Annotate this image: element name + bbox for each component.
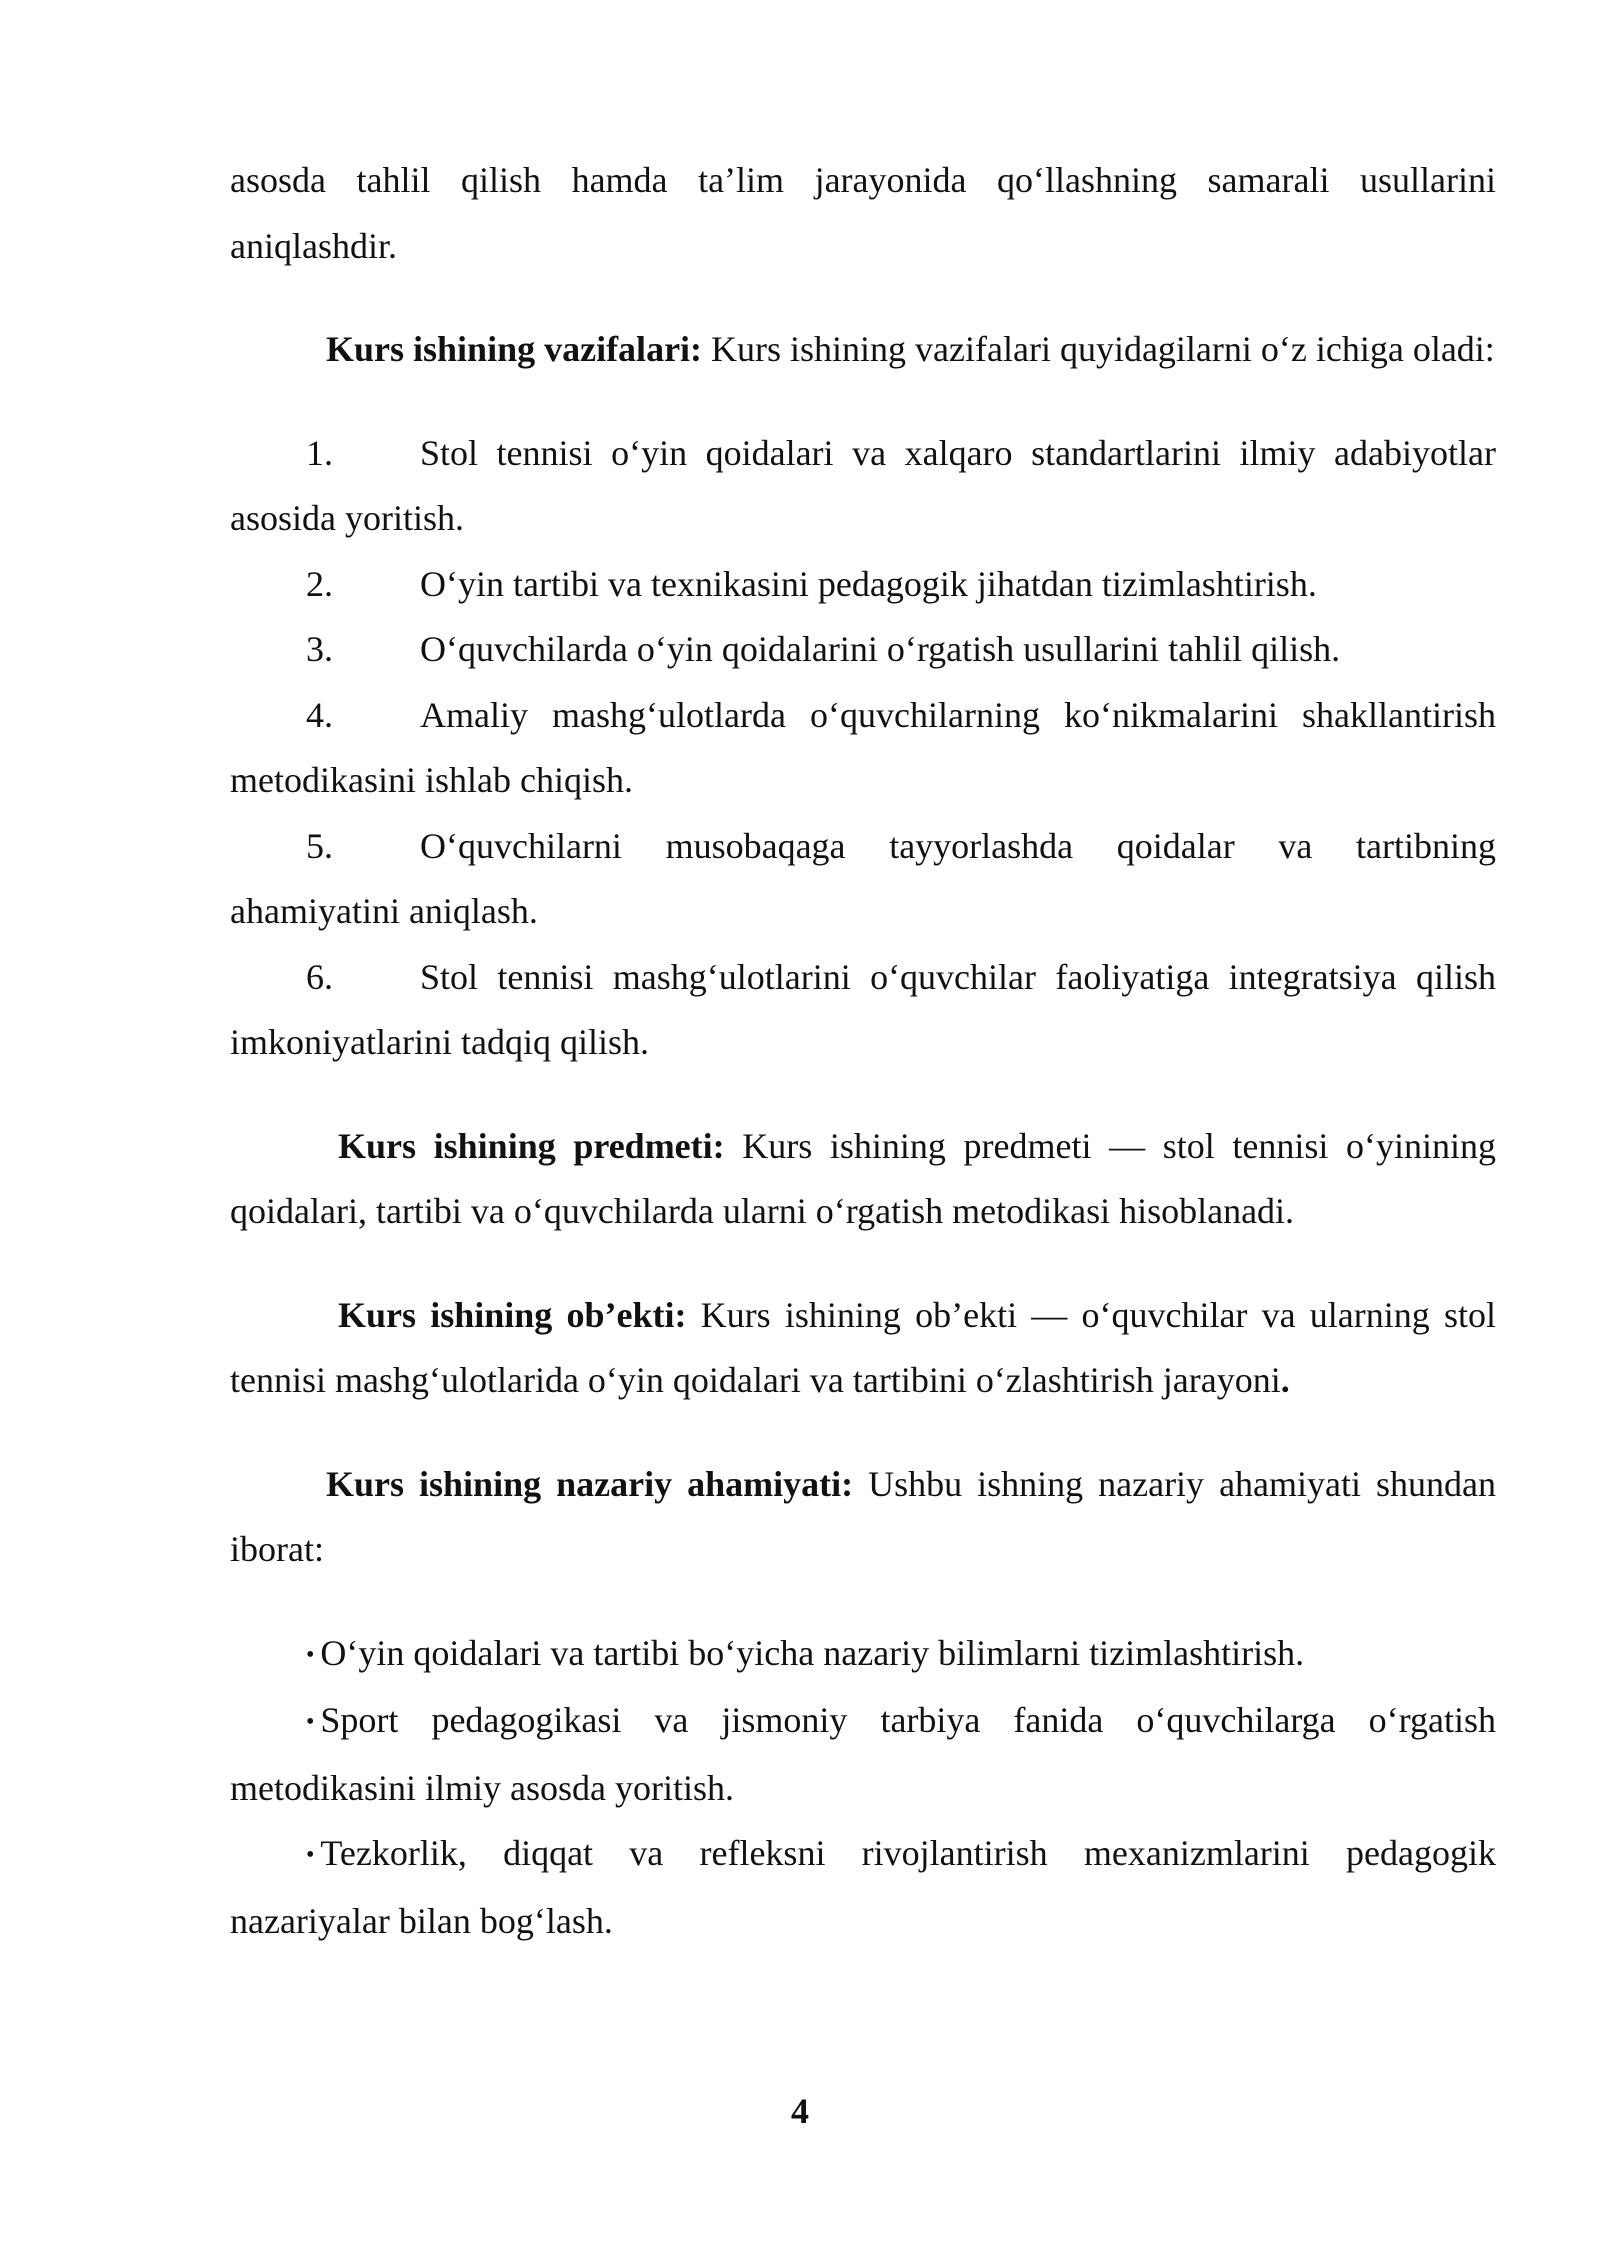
bullet-icon: • [306, 1641, 315, 1668]
task-number: 5. [306, 825, 333, 866]
bullet-text: Tezkorlik, diqqat va refleksni rivojlantirish mexanizmlarini pedagogik nazariyalar bilan bog‘lash. [230, 1833, 1496, 1941]
spacer [230, 279, 1496, 317]
theoretical-paragraph [230, 1452, 1496, 1583]
tasks-paragraph [230, 317, 1496, 383]
spacer [230, 1414, 1496, 1452]
intro-paragraph: asosda tahlil qilish hamda ta’lim jarayonida qo‘llashning samarali usullarini aniqlashdir. [230, 160, 1496, 266]
tasks-heading: Kurs ishining vazifalari: [326, 329, 703, 369]
spacer [230, 383, 1496, 421]
bullet-icon: • [306, 1709, 315, 1735]
theoretical-text: Ushbu ishning nazariy ahamiyati shundan iborat: [230, 1463, 1497, 1569]
document-page [230, 148, 1496, 1954]
task-list-item [230, 945, 1496, 1076]
tasks-text: Kurs ishining vazifalari quyidagilarni o‘z ichiga oladi: [702, 329, 1495, 369]
bullet-text: O‘yin qoidalari va tartibi bo‘yicha nazariy bilimlarni tizimlashtirish. [320, 1632, 1305, 1673]
subject-paragraph [230, 1114, 1496, 1245]
task-list-item [230, 617, 1496, 683]
subject-text: Kurs ishining predmeti — stol tennisi o‘yinining qoidalari, tartibi va o‘quvchilarda ularni o‘rgatish metodikasi hisoblanadi. [230, 1125, 1496, 1231]
object-paragraph [230, 1283, 1496, 1414]
bullet-text: Sport pedagogikasi va jismoniy tarbiya fanida o‘quvchilarga o‘rgatish metodikasini ilmiy asosda yoritish. [230, 1700, 1496, 1808]
task-number: 2. [306, 563, 333, 604]
subject-heading: Kurs ishining predmeti: [338, 1125, 725, 1166]
task-number: 4. [306, 694, 333, 735]
task-text: O‘yin tartibi va texnikasini pedagogik jihatdan tizimlashtirish. [420, 563, 1317, 604]
spacer [230, 1245, 1496, 1283]
task-text: O‘quvchilarda o‘yin qoidalarini o‘rgatish usullarini tahlil qilish. [420, 629, 1341, 669]
spacer [230, 1076, 1496, 1114]
bullet-list-item [230, 1821, 1496, 1954]
bullet-icon: • [306, 1842, 315, 1868]
object-text: Kurs ishining ob’ekti — o‘quvchilar va ularning stol tennisi mashg‘ulotlarida o‘yin qoidalari va tartibini o‘zlashtirish jarayoni [230, 1294, 1496, 1400]
bullet-list [230, 1621, 1496, 1955]
task-text: Stol tennisi mashg‘ulotlarini o‘quvchilar faoliyatiga integratsiya qilish imkoniyatlarini tadqiq qilish. [230, 956, 1496, 1062]
theoretical-heading: Kurs ishining nazariy ahamiyati: [326, 1463, 854, 1504]
task-list-item [230, 814, 1496, 945]
task-number: 6. [306, 956, 333, 997]
task-text: O‘quvchilarni musobaqaga tayyorlashda qoidalar va tartibning ahamiyatini aniqlash. [230, 825, 1496, 931]
task-list-item [230, 421, 1496, 552]
task-text: Stol tennisi o‘yin qoidalari va xalqaro standartlarini ilmiy adabiyotlar asosida yoritish. [230, 432, 1496, 538]
spacer [230, 1583, 1496, 1621]
page-number: 4 [791, 2091, 809, 2131]
task-number: 1. [306, 432, 333, 473]
task-number: 3. [306, 629, 333, 669]
object-end-mark: . [1280, 1360, 1290, 1400]
bullet-list-item [230, 1688, 1496, 1821]
bullet-list-item [230, 1621, 1496, 1689]
task-list [230, 421, 1496, 1076]
task-text: Amaliy mashg‘ulotlarda o‘quvchilarning ko‘nikmalarini shakllantirish metodikasini ishlab chiqish. [230, 694, 1496, 800]
task-list-item [230, 552, 1496, 618]
task-list-item [230, 683, 1496, 814]
object-heading: Kurs ishining ob’ekti: [338, 1294, 687, 1335]
